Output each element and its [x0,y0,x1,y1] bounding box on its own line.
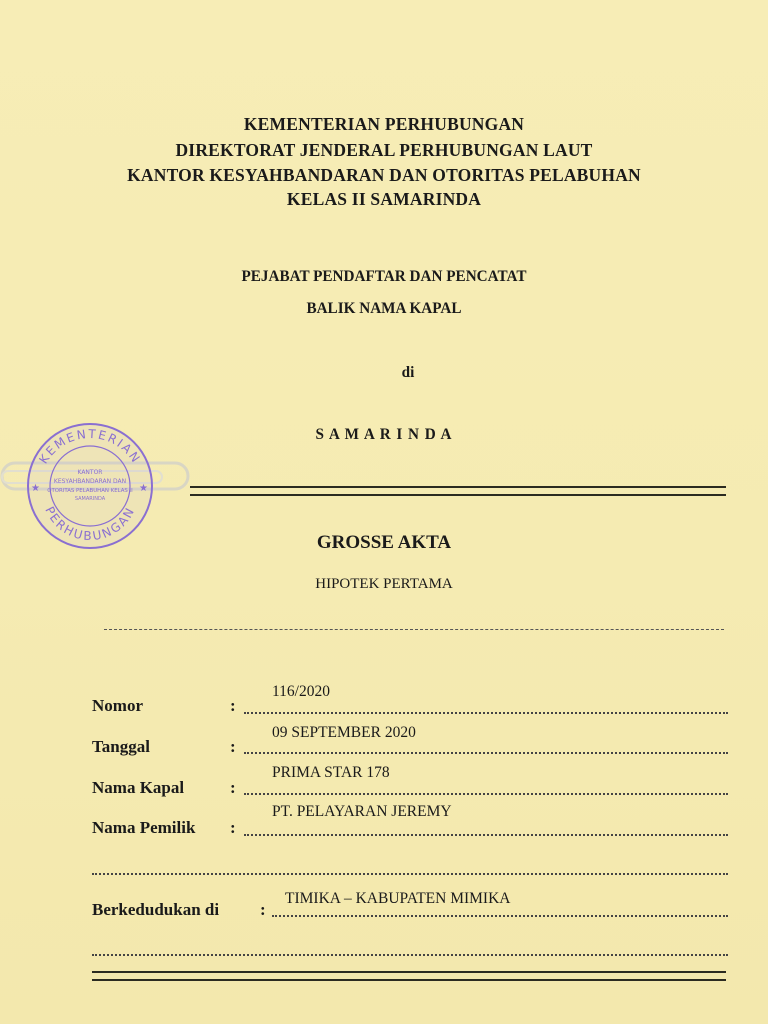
stamp-inner-3: OTORITAS PELABUHAN KELAS II [47,488,133,494]
title-separator [104,629,724,630]
nama-pemilik-line [244,834,728,836]
ministry-name: KEMENTERIAN PERHUBUNGAN [243,114,525,134]
owner-continuation-line [92,873,728,875]
registrar-subtitle: BALIK NAMA KAPAL [306,300,462,317]
bottom-double-rule [92,971,726,981]
directorate-name: DIREKTORAT JENDERAL PERHUBUNGAN LAUT [175,140,593,160]
berkedudukan-value: TIMIKA – KABUPATEN MIMIKA [285,890,511,907]
stamp-inner-2: KESYAHBANDARAN DAN [53,478,127,485]
berkedudukan-line [272,915,728,917]
document-title: GROSSE AKTA [316,532,452,553]
top-double-rule [190,486,726,496]
office-class: KELAS II SAMARINDA [286,189,482,209]
nama-kapal-value: PRIMA STAR 178 [272,764,390,781]
di-text: di [401,364,415,381]
stamp-ring-bottom: PERHUBUNGAN [42,504,138,544]
tanggal-line [244,752,728,754]
nomor-label: Nomor [92,696,143,715]
stamp-ring-top: KEMENTERIAN [36,426,144,467]
stamp-inner-4: SAMARINDA [74,496,106,502]
stamp-inner-1: KANTOR [77,469,103,476]
svg-text:★: ★ [139,483,148,494]
city-name: S A M A R I N D A [315,426,453,443]
tanggal-label: Tanggal [92,737,150,756]
nama-pemilik-value: PT. PELAYARAN JEREMY [272,803,452,820]
domicile-continuation-line [92,954,728,956]
berkedudukan-label: Berkedudukan di [92,900,220,919]
registrar-title: PEJABAT PENDAFTAR DAN PENCATAT [241,268,527,285]
nama-kapal-label: Nama Kapal [92,778,185,797]
document-subtitle: HIPOTEK PERTAMA [315,576,453,592]
document-page: KEMENTERIAN PERHUBUNGAN DIREKTORAT JENDERAL PERHUBUNGAN LAUT KANTOR KESYAHBANDARAN DAN OTORITAS PELABUHAN KELAS II SAMARINDA PEJABAT PENDAFTAR DAN PENCATAT BALIK NAMA KAPAL di S A M A R I N D A KEMENTERIAN PERHUBUNGAN ★ ★ KANTOR KESYAHBANDARAN DAN OTORITAS PELABUHAN KELAS II SAMARINDA GROSSE AKTA HIPOTEK PERTAMA 116/2020 Nomor : 09 SEPTEMBER 2020 Tanggal : PRIMA STAR 178 Nama Kapal : PT. PELAYARAN JEREMY Nama Pemilik : TIMIKA – KABUPATEN MIMIKA Berkedudukan di : [0,0,768,1024]
official-stamp-icon [22,420,158,550]
office-name: KANTOR KESYAHBANDARAN DAN OTORITAS PELABUHAN [127,165,641,185]
nama-kapal-line [244,793,728,795]
nomor-line [244,712,728,714]
nomor-value: 116/2020 [272,683,330,700]
tanggal-value: 09 SEPTEMBER 2020 [272,724,416,741]
nama-pemilik-label: Nama Pemilik [92,818,196,837]
svg-text:★: ★ [31,483,40,494]
